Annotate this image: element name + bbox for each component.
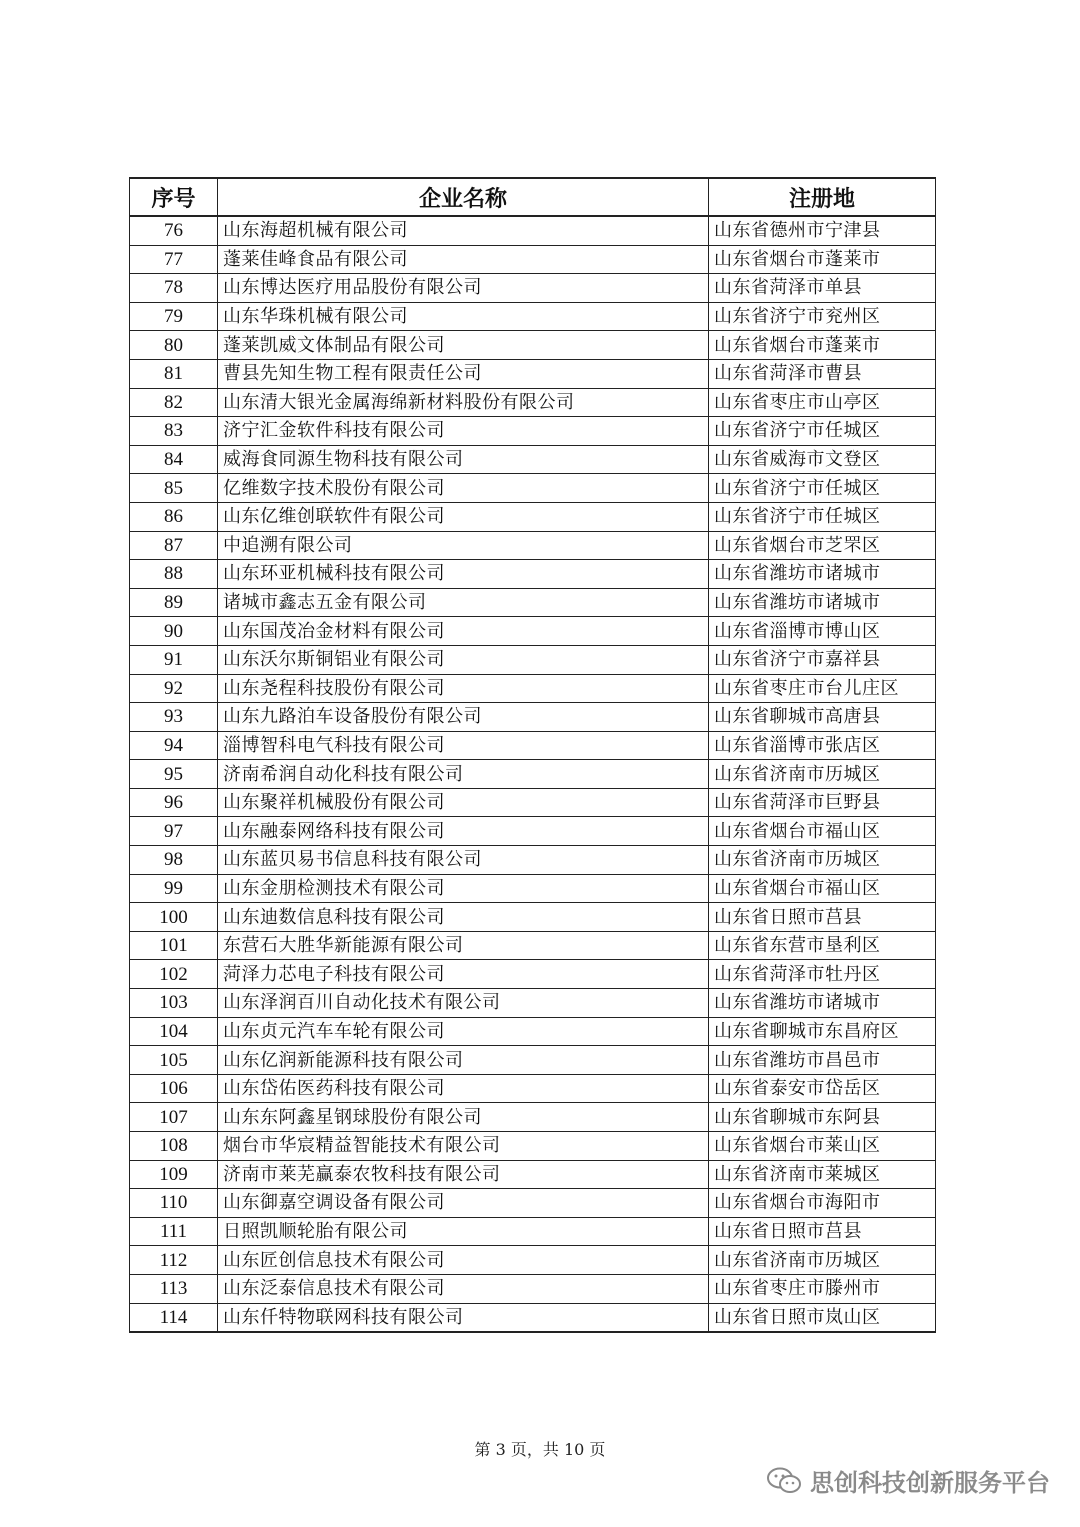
wechat-icon [766, 1466, 802, 1496]
row-index-cell: 77 [130, 245, 218, 274]
company-name-cell: 山东岱佑医药科技有限公司 [218, 1074, 709, 1103]
company-name-cell: 蓬莱凯威文体制品有限公司 [218, 331, 709, 360]
row-index-cell: 84 [130, 445, 218, 474]
table-row [130, 588, 936, 617]
table-row [130, 1132, 936, 1161]
row-index-cell: 88 [130, 560, 218, 589]
row-index-cell: 95 [130, 760, 218, 789]
company-name-cell: 烟台市华宸精益智能技术有限公司 [218, 1132, 709, 1161]
registered-place-cell: 山东省菏泽市牡丹区 [709, 960, 936, 989]
company-name-cell: 山东蓝贝易书信息科技有限公司 [218, 846, 709, 875]
registered-place-cell: 山东省济南市莱城区 [709, 1160, 936, 1189]
header-company-name: 企业名称 [218, 178, 709, 216]
registered-place-cell: 山东省济宁市任城区 [709, 417, 936, 446]
company-name-cell: 山东博达医疗用品股份有限公司 [218, 274, 709, 303]
company-name-cell: 山东九路泊车设备股份有限公司 [218, 703, 709, 732]
registered-place-cell: 山东省日照市莒县 [709, 903, 936, 932]
row-index-cell: 82 [130, 388, 218, 417]
company-name-cell: 日照凯顺轮胎有限公司 [218, 1217, 709, 1246]
table-row [130, 1017, 936, 1046]
table-row [130, 846, 936, 875]
company-name-cell: 淄博智科电气科技有限公司 [218, 731, 709, 760]
row-index-cell: 99 [130, 874, 218, 903]
table-row [130, 1046, 936, 1075]
table-row [130, 274, 936, 303]
table-row [130, 245, 936, 274]
table-row [130, 502, 936, 531]
table-row [130, 703, 936, 732]
registered-place-cell: 山东省聊城市东昌府区 [709, 1017, 936, 1046]
registered-place-cell: 山东省潍坊市昌邑市 [709, 1046, 936, 1075]
company-name-cell: 中追溯有限公司 [218, 531, 709, 560]
row-index-cell: 86 [130, 502, 218, 531]
company-name-cell: 山东东阿鑫星钢球股份有限公司 [218, 1103, 709, 1132]
registered-place-cell: 山东省烟台市芝罘区 [709, 531, 936, 560]
registered-place-cell: 山东省菏泽市曹县 [709, 359, 936, 388]
row-index-cell: 110 [130, 1189, 218, 1218]
company-name-cell: 亿维数字技术股份有限公司 [218, 474, 709, 503]
row-index-cell: 79 [130, 302, 218, 331]
row-index-cell: 78 [130, 274, 218, 303]
registered-place-cell: 山东省济宁市兖州区 [709, 302, 936, 331]
registered-place-cell: 山东省东营市垦利区 [709, 931, 936, 960]
row-index-cell: 90 [130, 617, 218, 646]
table-row [130, 931, 936, 960]
company-name-cell: 山东国茂冶金材料有限公司 [218, 617, 709, 646]
company-name-cell: 济南希润自动化科技有限公司 [218, 760, 709, 789]
registered-place-cell: 山东省烟台市蓬莱市 [709, 245, 936, 274]
company-name-cell: 威海食同源生物科技有限公司 [218, 445, 709, 474]
company-name-cell: 山东融泰网络科技有限公司 [218, 817, 709, 846]
row-index-cell: 91 [130, 645, 218, 674]
company-name-cell: 东营石大胜华新能源有限公司 [218, 931, 709, 960]
table-row [130, 474, 936, 503]
company-name-cell: 山东仟特物联网科技有限公司 [218, 1303, 709, 1332]
row-index-cell: 81 [130, 359, 218, 388]
row-index-cell: 107 [130, 1103, 218, 1132]
registered-place-cell: 山东省淄博市张店区 [709, 731, 936, 760]
company-name-cell: 山东泽润百川自动化技术有限公司 [218, 989, 709, 1018]
table-row [130, 1189, 936, 1218]
company-name-cell: 山东匠创信息技术有限公司 [218, 1246, 709, 1275]
table-row [130, 1103, 936, 1132]
company-name-cell: 曹县先知生物工程有限责任公司 [218, 359, 709, 388]
watermark [766, 1463, 1050, 1498]
row-index-cell: 108 [130, 1132, 218, 1161]
table-row [130, 216, 936, 245]
company-name-cell: 山东贞元汽车车轮有限公司 [218, 1017, 709, 1046]
registered-place-cell: 山东省济宁市任城区 [709, 474, 936, 503]
table-row [130, 1160, 936, 1189]
company-name-cell: 蓬莱佳峰食品有限公司 [218, 245, 709, 274]
row-index-cell: 106 [130, 1074, 218, 1103]
table-row [130, 560, 936, 589]
header-index: 序号 [130, 178, 218, 216]
registered-place-cell: 山东省淄博市博山区 [709, 617, 936, 646]
registered-place-cell: 山东省聊城市高唐县 [709, 703, 936, 732]
row-index-cell: 85 [130, 474, 218, 503]
registered-place-cell: 山东省枣庄市山亭区 [709, 388, 936, 417]
registered-place-cell: 山东省德州市宁津县 [709, 216, 936, 245]
row-index-cell: 111 [130, 1217, 218, 1246]
row-index-cell: 112 [130, 1246, 218, 1275]
table-row [130, 817, 936, 846]
table-row [130, 960, 936, 989]
watermark-text: 思创科技创新服务平台 [810, 1469, 1050, 1497]
table-row [130, 388, 936, 417]
row-index-cell: 98 [130, 846, 218, 875]
row-index-cell: 89 [130, 588, 218, 617]
table-row [130, 417, 936, 446]
table-row [130, 903, 936, 932]
company-name-cell: 山东华珠机械有限公司 [218, 302, 709, 331]
company-name-cell: 山东泛泰信息技术有限公司 [218, 1274, 709, 1303]
row-index-cell: 87 [130, 531, 218, 560]
company-name-cell: 济南市莱芜赢泰农牧科技有限公司 [218, 1160, 709, 1189]
registered-place-cell: 山东省潍坊市诸城市 [709, 989, 936, 1018]
table-row [130, 331, 936, 360]
company-name-cell: 菏泽力芯电子科技有限公司 [218, 960, 709, 989]
company-name-cell: 山东清大银光金属海绵新材料股份有限公司 [218, 388, 709, 417]
registered-place-cell: 山东省枣庄市台儿庄区 [709, 674, 936, 703]
registered-place-cell: 山东省枣庄市滕州市 [709, 1274, 936, 1303]
registered-place-cell: 山东省济南市历城区 [709, 1246, 936, 1275]
registered-place-cell: 山东省烟台市海阳市 [709, 1189, 936, 1218]
table-row [130, 1274, 936, 1303]
table-row [130, 788, 936, 817]
row-index-cell: 109 [130, 1160, 218, 1189]
registered-place-cell: 山东省济南市历城区 [709, 760, 936, 789]
table-row [130, 760, 936, 789]
company-table-container [129, 177, 935, 1333]
company-name-cell: 山东亿维创联软件有限公司 [218, 502, 709, 531]
row-index-cell: 114 [130, 1303, 218, 1332]
registered-place-cell: 山东省烟台市蓬莱市 [709, 331, 936, 360]
table-row [130, 731, 936, 760]
company-name-cell: 济宁汇金软件科技有限公司 [218, 417, 709, 446]
table-row [130, 1074, 936, 1103]
row-index-cell: 96 [130, 788, 218, 817]
company-name-cell: 诸城市鑫志五金有限公司 [218, 588, 709, 617]
row-index-cell: 100 [130, 903, 218, 932]
table-body [130, 216, 936, 1332]
row-index-cell: 102 [130, 960, 218, 989]
registered-place-cell: 山东省济宁市任城区 [709, 502, 936, 531]
table-row [130, 645, 936, 674]
registered-place-cell: 山东省烟台市福山区 [709, 874, 936, 903]
row-index-cell: 76 [130, 216, 218, 245]
table-row [130, 531, 936, 560]
registered-place-cell: 山东省泰安市岱岳区 [709, 1074, 936, 1103]
registered-place-cell: 山东省潍坊市诸城市 [709, 560, 936, 589]
company-name-cell: 山东聚祥机械股份有限公司 [218, 788, 709, 817]
registered-place-cell: 山东省菏泽市单县 [709, 274, 936, 303]
registered-place-cell: 山东省聊城市东阿县 [709, 1103, 936, 1132]
registered-place-cell: 山东省潍坊市诸城市 [709, 588, 936, 617]
table-row [130, 989, 936, 1018]
company-name-cell: 山东沃尔斯铜铝业有限公司 [218, 645, 709, 674]
row-index-cell: 97 [130, 817, 218, 846]
row-index-cell: 103 [130, 989, 218, 1018]
registered-place-cell: 山东省日照市岚山区 [709, 1303, 936, 1332]
row-index-cell: 113 [130, 1274, 218, 1303]
page-footer: 第 3 页，共 10 页 [474, 1440, 606, 1459]
table-row [130, 874, 936, 903]
company-name-cell: 山东金朋检测技术有限公司 [218, 874, 709, 903]
company-table [129, 177, 936, 1333]
table-row [130, 359, 936, 388]
table-header-row [130, 178, 936, 216]
registered-place-cell: 山东省日照市莒县 [709, 1217, 936, 1246]
registered-place-cell: 山东省济宁市嘉祥县 [709, 645, 936, 674]
registered-place-cell: 山东省威海市文登区 [709, 445, 936, 474]
table-row [130, 1303, 936, 1332]
registered-place-cell: 山东省烟台市莱山区 [709, 1132, 936, 1161]
company-name-cell: 山东环亚机械科技有限公司 [218, 560, 709, 589]
header-registered-place: 注册地 [709, 178, 936, 216]
table-row [130, 1246, 936, 1275]
company-name-cell: 山东尧程科技股份有限公司 [218, 674, 709, 703]
row-index-cell: 101 [130, 931, 218, 960]
table-row [130, 1217, 936, 1246]
table-row [130, 674, 936, 703]
table-row [130, 302, 936, 331]
row-index-cell: 105 [130, 1046, 218, 1075]
registered-place-cell: 山东省烟台市福山区 [709, 817, 936, 846]
company-name-cell: 山东亿润新能源科技有限公司 [218, 1046, 709, 1075]
row-index-cell: 94 [130, 731, 218, 760]
row-index-cell: 83 [130, 417, 218, 446]
row-index-cell: 93 [130, 703, 218, 732]
row-index-cell: 104 [130, 1017, 218, 1046]
company-name-cell: 山东海超机械有限公司 [218, 216, 709, 245]
table-row [130, 617, 936, 646]
company-name-cell: 山东迪数信息科技有限公司 [218, 903, 709, 932]
table-row [130, 445, 936, 474]
registered-place-cell: 山东省济南市历城区 [709, 846, 936, 875]
row-index-cell: 92 [130, 674, 218, 703]
row-index-cell: 80 [130, 331, 218, 360]
company-name-cell: 山东御嘉空调设备有限公司 [218, 1189, 709, 1218]
registered-place-cell: 山东省菏泽市巨野县 [709, 788, 936, 817]
